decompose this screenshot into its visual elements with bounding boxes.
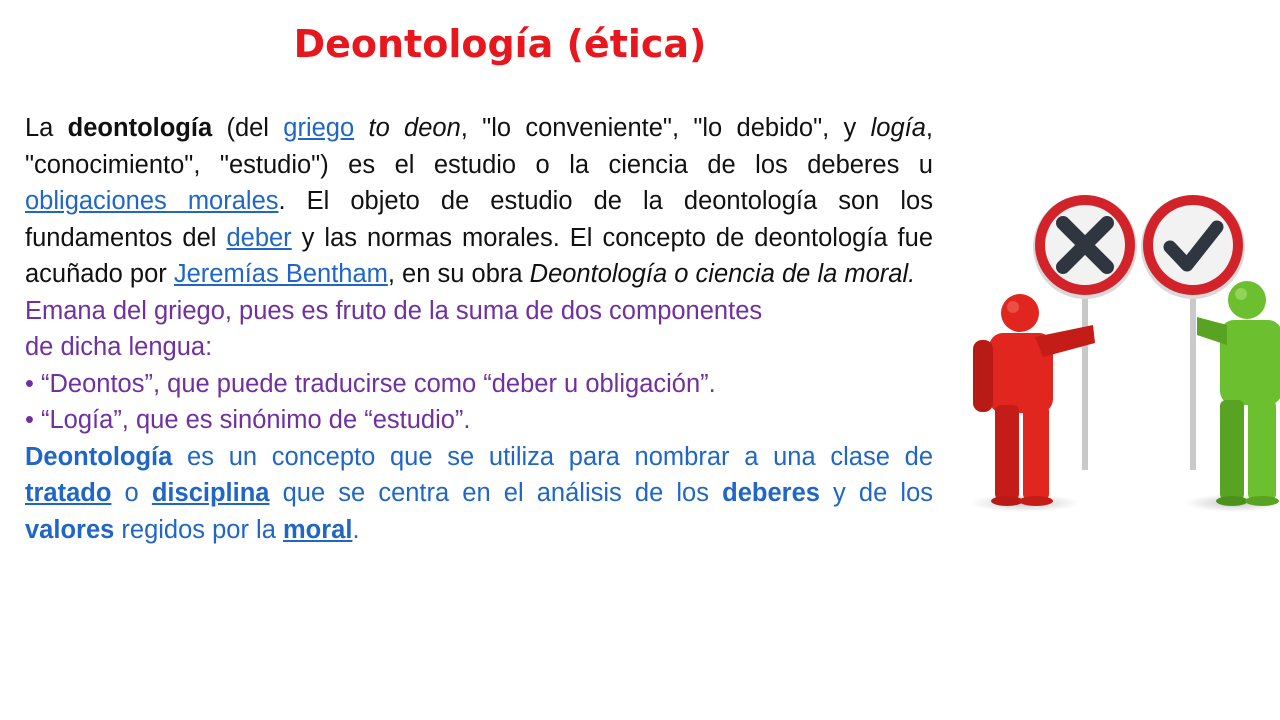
- red-figure: [973, 294, 1095, 506]
- book-title: Deontología o ciencia de la moral.: [529, 260, 916, 288]
- link-jeremias-bentham[interactable]: Jeremías Bentham: [173, 260, 388, 288]
- left-sign-pole: [1082, 270, 1088, 470]
- bullet-item-deontos: • “Deontos”, que puede traducirse como “deber u obligación”.: [25, 369, 716, 398]
- link-moral[interactable]: moral: [283, 515, 353, 544]
- term-deontologia: deontología: [67, 114, 213, 142]
- ethics-figure-illustration: [965, 185, 1280, 515]
- concept-paragraph: Deontología es un concepto que se utiliza para nombrar a una clase de tratado o disciplina que se centra en el análisis de los deberes y de los valores regidos por la moral.: [25, 442, 934, 544]
- link-obligaciones-morales[interactable]: obligaciones morales: [25, 187, 279, 215]
- definition-paragraph: La deontología (del griego to deon, "lo conveniente", "lo debido", y logía, "conocimiento", "estudio") es el estudio o la ciencia de los deberes u obligaciones morales. El objeto de estudio de la deontología son los fundamentos del deber y las normas morales. El concepto de deontología fue acuñado por Jeremías Bentham, en su obra Deontología o ciencia de la moral.: [25, 114, 934, 288]
- slide-body: [25, 110, 933, 548]
- link-deber[interactable]: deber: [226, 223, 292, 252]
- figures-with-signs-svg: [965, 185, 1280, 515]
- link-disciplina[interactable]: disciplina: [151, 479, 270, 507]
- slide-title: Deontología (ética): [293, 22, 707, 66]
- green-figure: [1197, 281, 1280, 506]
- right-sign-pole: [1190, 270, 1196, 470]
- link-tratado[interactable]: tratado: [25, 479, 112, 507]
- etymology-paragraph: Emana del griego, pues es fruto de la suma de dos componentes de dicha lengua:: [25, 296, 763, 361]
- bullet-item-logia: • “Logía”, que es sinónimo de “estudio”.: [25, 406, 471, 434]
- link-griego[interactable]: griego: [283, 114, 355, 142]
